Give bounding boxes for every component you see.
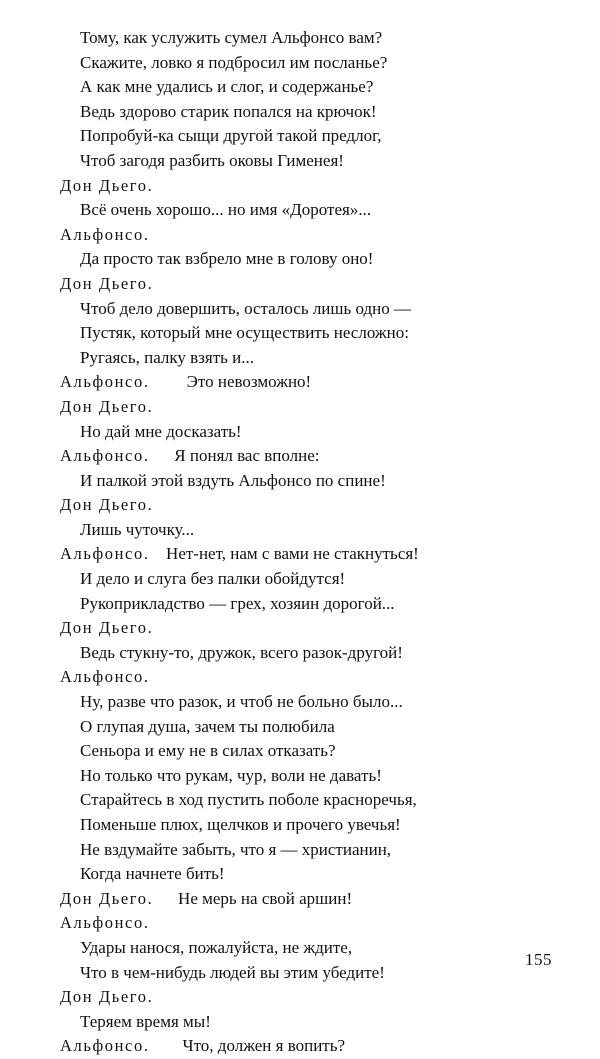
verse-line: Что в чем-нибудь людей вы этим убедите! xyxy=(80,962,385,982)
verse-line: Ругаясь, палку взять и... xyxy=(80,347,254,367)
verse-line: Но дай мне досказать! xyxy=(80,421,242,441)
verse-line: Рукоприкладство — грех, хозяин дорогой... xyxy=(80,593,395,613)
inline-gap xyxy=(150,1036,183,1055)
verse-line: И палкой этой вздуть Альфонсо по спине! xyxy=(80,470,386,490)
speaker-line-row xyxy=(60,1034,552,1059)
verse-line: Да просто так взбрело мне в голову оно! xyxy=(80,249,374,269)
verse-line: Поменьше плюх, щелчков и прочего увечья! xyxy=(80,815,401,834)
verse-line: Я понял вас вполне: xyxy=(174,446,320,466)
inline-gap xyxy=(150,372,187,391)
verse-line: Ну, разве что разок, и чтоб не больно было... xyxy=(80,692,403,712)
speaker-line-row xyxy=(60,542,552,567)
speaker-name: Альфонсо. xyxy=(60,544,150,564)
inline-gap xyxy=(150,446,175,465)
verse-line: Что, должен я вопить? xyxy=(182,1036,346,1056)
speaker-name: Дон Дьего. xyxy=(60,618,154,638)
verse-line: Скажите, ловко я подбросил им посланье? xyxy=(80,52,388,72)
speaker-name: Альфонсо. xyxy=(60,667,150,687)
verse-line: Теряем время мы! xyxy=(80,1011,211,1031)
speaker-line-row xyxy=(60,444,552,469)
verse-line: Ведь здорово старик попался на крючок! xyxy=(80,101,377,121)
verse-line: Но только что рукам, чур, воли не давать! xyxy=(80,765,382,785)
verse-line: И дело и слуга без палки обойдутся! xyxy=(80,569,346,589)
verse-line: Не вздумайте забыть, что я — христианин, xyxy=(80,839,392,859)
speaker-name: Альфонсо. xyxy=(60,224,150,244)
verse-line: Нет-нет, нам с вами не стакнуться! xyxy=(166,544,419,564)
speaker-line-row xyxy=(60,887,552,912)
verse-line: Удары нанося, пожалуйста, не ждите, xyxy=(80,937,353,957)
verse-line: Пустяк, который мне осуществить несложно: xyxy=(80,323,409,343)
verse-line: Лишь чуточку... xyxy=(80,519,195,539)
verse-line: Ведь стукну-то, дружок, всего разок-другой! xyxy=(80,642,403,662)
verse-line: Чтоб загодя разбить оковы Гименея! xyxy=(80,150,344,170)
speaker-name: Альфонсо. xyxy=(60,913,150,933)
inline-gap xyxy=(153,889,178,908)
speaker-name: Дон Дьего. xyxy=(60,273,154,293)
speaker-name: Альфонсо. xyxy=(60,1036,150,1056)
verse-line: О глупая душа, зачем ты полюбила xyxy=(80,716,335,736)
speaker-name: Дон Дьего. xyxy=(60,495,154,515)
speaker-name: Дон Дьего. xyxy=(60,987,154,1007)
verse-line: Сеньора и ему не в силах отказать? xyxy=(80,741,336,761)
speaker-name: Дон Дьего. xyxy=(60,888,154,908)
speaker-name: Альфонсо. xyxy=(60,446,150,466)
play-dialogue xyxy=(60,26,552,1059)
verse-line: Всё очень хорошо... но имя «Доротея»... xyxy=(80,200,372,220)
speaker-name: Дон Дьего. xyxy=(60,396,154,416)
verse-line: Попробуй-ка сыщи другой такой предлог, xyxy=(80,126,382,146)
verse-line: Чтоб дело довершить, осталось лишь одно — xyxy=(80,298,412,318)
speaker-line-row xyxy=(60,370,552,395)
verse-line: Когда начнете бить! xyxy=(80,864,225,884)
verse-line: Тому, как услужить сумел Альфонсо вам? xyxy=(80,28,383,47)
verse-line: Старайтесь в ход пустить поболе красноречья, xyxy=(80,790,417,810)
verse-line: Не мерь на свой аршин! xyxy=(178,888,353,908)
verse-line: Это невозможно! xyxy=(186,372,312,392)
speaker-name: Дон Дьего. xyxy=(60,175,154,195)
speaker-name: Альфонсо. xyxy=(60,372,150,392)
inline-gap xyxy=(150,544,167,563)
verse-line: А как мне удались и слог, и содержанье? xyxy=(80,77,374,97)
page-number: 155 xyxy=(525,950,552,969)
